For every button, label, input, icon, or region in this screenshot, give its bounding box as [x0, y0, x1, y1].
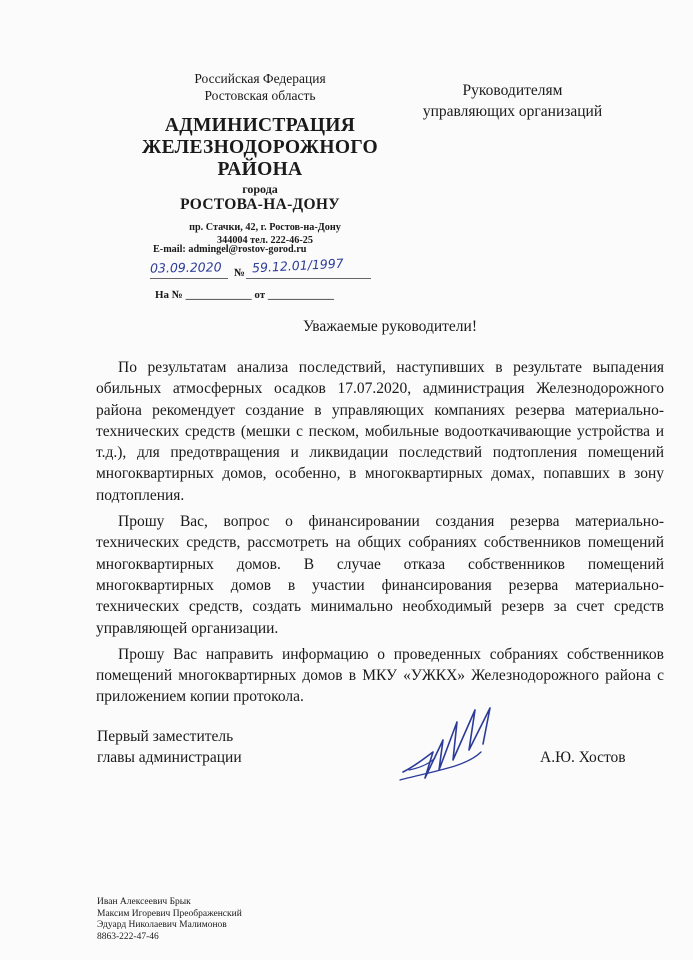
org-title-line-1: АДМИНИСТРАЦИЯ	[164, 115, 356, 136]
org-title-line-3: РАЙОНА	[217, 159, 303, 180]
recipient-line-2: управляющих организаций	[422, 103, 603, 120]
signer-position	[97, 727, 317, 768]
outgoing-number-row	[149, 255, 375, 282]
reference-row	[155, 289, 334, 301]
address-line-1: пр. Стачки, 42, г. Ростов-на-Дону	[189, 222, 341, 233]
address-line-2: 344004 тел. 222-46-25	[217, 234, 313, 246]
city-label: города	[242, 182, 278, 196]
letter-body	[96, 357, 664, 708]
city-name: РОСТОВА-НА-ДОНУ	[180, 196, 340, 213]
reference-blank-2: ____________	[267, 289, 334, 301]
region: Ростовская область	[204, 88, 316, 103]
org-title-line-2: ЖЕЛЕЗНОДОРОЖНОГО	[141, 137, 379, 158]
handwritten-signature	[395, 700, 505, 790]
org-title	[95, 115, 425, 181]
executor-1: Иван Алексеевич Брык	[97, 897, 191, 907]
executor-phone: 8863-222-47-46	[97, 931, 159, 942]
paragraph-2: Прошу Вас, вопрос о финансировании создания резерва материально-технических средств, рассмотреть на общих собраниях собственников помещений многоквартирных домов. В случае отказа собственников помещений многоквартирных домов в участии финансирования резерва материально-технических средств, создать минимально необходимый резерв за счет средств управляющей организации.	[96, 513, 664, 637]
recipient-block	[400, 80, 625, 122]
signer-name: А.Ю. Хостов	[540, 749, 626, 766]
outgoing-date-line	[150, 278, 228, 279]
outgoing-date: 03.09.2020	[149, 259, 222, 276]
reference-label: На №	[155, 289, 183, 301]
country-region-block	[135, 70, 385, 104]
reference-blank-1: ____________	[185, 289, 252, 301]
email: E-mail: admingel@rostov-gorod.ru	[153, 244, 307, 255]
outgoing-number: 59.12.01/1997	[251, 255, 345, 276]
paragraph-3: Прошу Вас направить информацию о проведенных собраниях собственников помещений многоквартирных домов в МКУ «УЖКХ» Железнодорожного района с приложением копии протокола.	[96, 645, 664, 706]
reference-from-label: от	[254, 289, 266, 301]
signer-position-line-1: Первый заместитель	[97, 728, 234, 745]
paragraph-1: По результатам анализа последствий, наступивших в результате выпадения обильных атмосферных осадков 17.07.2020, администрация Железнодорожного района рекомендует создание в управляющих компаниях резерва материально-технических средств (мешки с песком, мобильные водооткачивающие устройства и т.д.), для предотвращения и ликвидации последствий подтопления помещений многоквартирных домов, особенно, в многоквартирных домах, попавших в зону подтопления.	[96, 359, 664, 504]
greeting: Уважаемые руководители!	[303, 318, 477, 335]
outgoing-no-label: №	[234, 267, 246, 279]
country: Российская Федерация	[194, 71, 326, 86]
executor-2: Максим Игоревич Преображенский	[97, 908, 242, 919]
executors-block	[97, 897, 317, 943]
outgoing-number-line	[246, 278, 371, 279]
executor-3: Эдуард Николаевич Малимонов	[97, 920, 227, 930]
recipient-line-1: Руководителям	[462, 82, 563, 99]
signer-position-line-2: главы администрации	[97, 748, 242, 766]
